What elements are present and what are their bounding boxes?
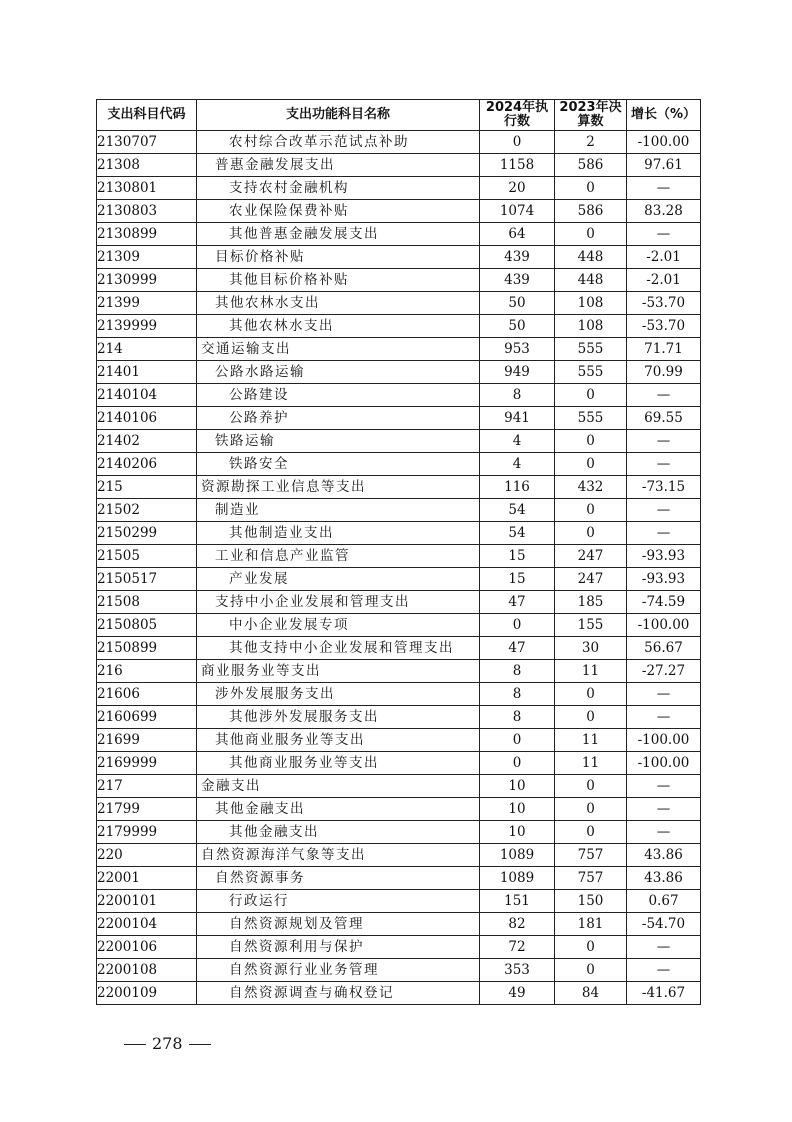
header-exec-2024: 2024年执行数 (480, 100, 555, 131)
cell-exec-2024: 50 (480, 315, 555, 338)
table-row (97, 315, 701, 338)
table-row (97, 591, 701, 614)
cell-final-2023: 448 (555, 246, 627, 269)
cell-exec-2024: 15 (480, 545, 555, 568)
cell-exec-2024: 353 (480, 959, 555, 982)
cell-code: 21308 (97, 154, 197, 177)
cell-exec-2024: 10 (480, 798, 555, 821)
cell-code: 2169999 (97, 752, 197, 775)
cell-name: 金融支出 (197, 775, 480, 798)
table-row (97, 706, 701, 729)
cell-growth: -100.00 (627, 752, 701, 775)
cell-final-2023: 11 (555, 729, 627, 752)
cell-final-2023: 247 (555, 545, 627, 568)
cell-final-2023: 0 (555, 522, 627, 545)
cell-code: 220 (97, 844, 197, 867)
cell-exec-2024: 20 (480, 177, 555, 200)
table-row (97, 177, 701, 200)
cell-growth: 71.71 (627, 338, 701, 361)
cell-code: 215 (97, 476, 197, 499)
cell-final-2023: 432 (555, 476, 627, 499)
cell-name: 其他商业服务业等支出 (197, 729, 480, 752)
cell-final-2023: 0 (555, 223, 627, 246)
cell-code: 21508 (97, 591, 197, 614)
table-row (97, 959, 701, 982)
cell-final-2023: 11 (555, 660, 627, 683)
cell-code: 2139999 (97, 315, 197, 338)
table-row (97, 775, 701, 798)
page-number: 278 (152, 1034, 183, 1053)
cell-code: 21399 (97, 292, 197, 315)
cell-code: 2200104 (97, 913, 197, 936)
cell-final-2023: 11 (555, 752, 627, 775)
cell-exec-2024: 82 (480, 913, 555, 936)
header-final-2023: 2023年决算数 (555, 100, 627, 131)
table-row (97, 292, 701, 315)
cell-exec-2024: 151 (480, 890, 555, 913)
cell-name: 自然资源事务 (197, 867, 480, 890)
cell-code: 2150899 (97, 637, 197, 660)
cell-exec-2024: 439 (480, 246, 555, 269)
cell-growth: — (627, 453, 701, 476)
table-row (97, 476, 701, 499)
cell-growth: 56.67 (627, 637, 701, 660)
cell-code: 2130707 (97, 131, 197, 154)
cell-final-2023: 84 (555, 982, 627, 1005)
cell-growth: — (627, 499, 701, 522)
cell-name: 自然资源调查与确权登记 (197, 982, 480, 1005)
cell-code: 21699 (97, 729, 197, 752)
table-header-row (97, 100, 701, 131)
cell-code: 2179999 (97, 821, 197, 844)
cell-final-2023: 555 (555, 407, 627, 430)
cell-final-2023: 0 (555, 177, 627, 200)
cell-final-2023: 586 (555, 154, 627, 177)
cell-final-2023: 0 (555, 775, 627, 798)
cell-name: 其他农林水支出 (197, 292, 480, 315)
table-row (97, 890, 701, 913)
cell-growth: -93.93 (627, 545, 701, 568)
cell-exec-2024: 50 (480, 292, 555, 315)
table-row (97, 821, 701, 844)
cell-final-2023: 555 (555, 338, 627, 361)
cell-final-2023: 108 (555, 292, 627, 315)
cell-final-2023: 150 (555, 890, 627, 913)
table-row (97, 338, 701, 361)
cell-code: 21606 (97, 683, 197, 706)
cell-growth: -93.93 (627, 568, 701, 591)
cell-code: 22001 (97, 867, 197, 890)
table-row (97, 499, 701, 522)
cell-exec-2024: 0 (480, 614, 555, 637)
cell-code: 2150299 (97, 522, 197, 545)
cell-growth: — (627, 821, 701, 844)
cell-final-2023: 0 (555, 499, 627, 522)
cell-code: 21402 (97, 430, 197, 453)
cell-code: 21309 (97, 246, 197, 269)
cell-exec-2024: 4 (480, 453, 555, 476)
cell-exec-2024: 72 (480, 936, 555, 959)
cell-code: 2130999 (97, 269, 197, 292)
table-row (97, 269, 701, 292)
cell-name: 铁路安全 (197, 453, 480, 476)
cell-growth: -73.15 (627, 476, 701, 499)
cell-exec-2024: 10 (480, 775, 555, 798)
table-row (97, 223, 701, 246)
cell-name: 其他支持中小企业发展和管理支出 (197, 637, 480, 660)
cell-name: 其他普惠金融发展支出 (197, 223, 480, 246)
cell-final-2023: 108 (555, 315, 627, 338)
table-row (97, 844, 701, 867)
page-footer (118, 1034, 217, 1053)
cell-code: 2200108 (97, 959, 197, 982)
cell-growth: 43.86 (627, 867, 701, 890)
cell-final-2023: 757 (555, 867, 627, 890)
cell-final-2023: 0 (555, 959, 627, 982)
cell-final-2023: 555 (555, 361, 627, 384)
cell-growth: -27.27 (627, 660, 701, 683)
table-row (97, 936, 701, 959)
cell-final-2023: 448 (555, 269, 627, 292)
cell-growth: -2.01 (627, 269, 701, 292)
cell-name: 公路养护 (197, 407, 480, 430)
table-row (97, 568, 701, 591)
cell-name: 其他金融支出 (197, 798, 480, 821)
cell-final-2023: 30 (555, 637, 627, 660)
cell-code: 21401 (97, 361, 197, 384)
table-body (97, 131, 701, 1005)
cell-exec-2024: 1089 (480, 867, 555, 890)
cell-growth: — (627, 522, 701, 545)
cell-exec-2024: 1089 (480, 844, 555, 867)
cell-growth: — (627, 223, 701, 246)
cell-exec-2024: 0 (480, 131, 555, 154)
cell-code: 2130899 (97, 223, 197, 246)
cell-code: 216 (97, 660, 197, 683)
cell-exec-2024: 949 (480, 361, 555, 384)
cell-growth: — (627, 384, 701, 407)
cell-name: 自然资源规划及管理 (197, 913, 480, 936)
cell-code: 2140104 (97, 384, 197, 407)
cell-final-2023: 0 (555, 798, 627, 821)
cell-growth: — (627, 936, 701, 959)
cell-exec-2024: 941 (480, 407, 555, 430)
table-row (97, 522, 701, 545)
table-row (97, 407, 701, 430)
cell-growth: — (627, 683, 701, 706)
cell-name: 公路水路运输 (197, 361, 480, 384)
cell-growth: 97.61 (627, 154, 701, 177)
cell-name: 其他商业服务业等支出 (197, 752, 480, 775)
cell-code: 2150805 (97, 614, 197, 637)
table-row (97, 660, 701, 683)
cell-code: 21502 (97, 499, 197, 522)
cell-growth: — (627, 959, 701, 982)
cell-exec-2024: 439 (480, 269, 555, 292)
table-row (97, 200, 701, 223)
cell-code: 2200106 (97, 936, 197, 959)
cell-name: 支持农村金融机构 (197, 177, 480, 200)
cell-name: 自然资源海洋气象等支出 (197, 844, 480, 867)
table-row (97, 361, 701, 384)
cell-exec-2024: 54 (480, 499, 555, 522)
cell-exec-2024: 4 (480, 430, 555, 453)
budget-table (96, 99, 701, 1005)
header-name: 支出功能科目名称 (197, 100, 480, 131)
cell-name: 商业服务业等支出 (197, 660, 480, 683)
header-code: 支出科目代码 (97, 100, 197, 131)
cell-code: 2150517 (97, 568, 197, 591)
cell-final-2023: 0 (555, 936, 627, 959)
table-row (97, 154, 701, 177)
cell-code: 2200101 (97, 890, 197, 913)
cell-name: 产业发展 (197, 568, 480, 591)
table-row (97, 752, 701, 775)
cell-exec-2024: 8 (480, 683, 555, 706)
cell-growth: -41.67 (627, 982, 701, 1005)
table-row (97, 545, 701, 568)
table-row (97, 729, 701, 752)
cell-code: 2140206 (97, 453, 197, 476)
cell-code: 21505 (97, 545, 197, 568)
cell-growth: — (627, 798, 701, 821)
cell-name: 目标价格补贴 (197, 246, 480, 269)
cell-growth: -100.00 (627, 729, 701, 752)
cell-name: 其他目标价格补贴 (197, 269, 480, 292)
footer-dash-right (189, 1044, 211, 1045)
cell-name: 公路建设 (197, 384, 480, 407)
header-growth: 增长（%） (627, 100, 701, 131)
cell-growth: — (627, 706, 701, 729)
cell-final-2023: 0 (555, 453, 627, 476)
cell-final-2023: 0 (555, 430, 627, 453)
cell-exec-2024: 8 (480, 384, 555, 407)
cell-final-2023: 247 (555, 568, 627, 591)
cell-exec-2024: 10 (480, 821, 555, 844)
cell-name: 其他金融支出 (197, 821, 480, 844)
cell-code: 2200109 (97, 982, 197, 1005)
cell-code: 2130803 (97, 200, 197, 223)
cell-exec-2024: 47 (480, 637, 555, 660)
table-row (97, 982, 701, 1005)
cell-exec-2024: 0 (480, 752, 555, 775)
table-row (97, 867, 701, 890)
cell-code: 21799 (97, 798, 197, 821)
cell-name: 制造业 (197, 499, 480, 522)
table-row (97, 430, 701, 453)
cell-final-2023: 155 (555, 614, 627, 637)
cell-growth: -54.70 (627, 913, 701, 936)
footer-dash-left (124, 1044, 146, 1045)
cell-name: 涉外发展服务支出 (197, 683, 480, 706)
cell-final-2023: 2 (555, 131, 627, 154)
cell-exec-2024: 116 (480, 476, 555, 499)
cell-name: 普惠金融发展支出 (197, 154, 480, 177)
cell-name: 自然资源利用与保护 (197, 936, 480, 959)
cell-growth: 70.99 (627, 361, 701, 384)
cell-name: 交通运输支出 (197, 338, 480, 361)
cell-name: 自然资源行业业务管理 (197, 959, 480, 982)
cell-exec-2024: 54 (480, 522, 555, 545)
cell-name: 农村综合改革示范试点补助 (197, 131, 480, 154)
cell-growth: -53.70 (627, 292, 701, 315)
cell-growth: 0.67 (627, 890, 701, 913)
cell-name: 资源勘探工业信息等支出 (197, 476, 480, 499)
cell-final-2023: 0 (555, 384, 627, 407)
cell-final-2023: 586 (555, 200, 627, 223)
cell-code: 2160699 (97, 706, 197, 729)
cell-growth: -74.59 (627, 591, 701, 614)
cell-exec-2024: 0 (480, 729, 555, 752)
cell-name: 其他农林水支出 (197, 315, 480, 338)
cell-growth: 69.55 (627, 407, 701, 430)
cell-exec-2024: 64 (480, 223, 555, 246)
cell-name: 铁路运输 (197, 430, 480, 453)
cell-growth: — (627, 177, 701, 200)
cell-growth: — (627, 775, 701, 798)
cell-exec-2024: 1158 (480, 154, 555, 177)
cell-name: 工业和信息产业监管 (197, 545, 480, 568)
cell-growth: -2.01 (627, 246, 701, 269)
cell-code: 2140106 (97, 407, 197, 430)
cell-code: 2130801 (97, 177, 197, 200)
cell-exec-2024: 49 (480, 982, 555, 1005)
cell-exec-2024: 15 (480, 568, 555, 591)
cell-exec-2024: 8 (480, 706, 555, 729)
cell-exec-2024: 8 (480, 660, 555, 683)
table-row (97, 637, 701, 660)
cell-name: 其他制造业支出 (197, 522, 480, 545)
cell-growth: 43.86 (627, 844, 701, 867)
table-row (97, 798, 701, 821)
cell-final-2023: 185 (555, 591, 627, 614)
cell-code: 214 (97, 338, 197, 361)
table-row (97, 913, 701, 936)
cell-exec-2024: 47 (480, 591, 555, 614)
cell-final-2023: 0 (555, 706, 627, 729)
cell-final-2023: 0 (555, 683, 627, 706)
table-row (97, 614, 701, 637)
table-row (97, 683, 701, 706)
cell-exec-2024: 953 (480, 338, 555, 361)
cell-growth: -100.00 (627, 131, 701, 154)
cell-name: 其他涉外发展服务支出 (197, 706, 480, 729)
cell-final-2023: 181 (555, 913, 627, 936)
cell-name: 中小企业发展专项 (197, 614, 480, 637)
cell-code: 217 (97, 775, 197, 798)
cell-growth: — (627, 430, 701, 453)
table-row (97, 384, 701, 407)
cell-final-2023: 757 (555, 844, 627, 867)
cell-growth: -100.00 (627, 614, 701, 637)
cell-exec-2024: 1074 (480, 200, 555, 223)
cell-name: 支持中小企业发展和管理支出 (197, 591, 480, 614)
table-row (97, 131, 701, 154)
cell-growth: 83.28 (627, 200, 701, 223)
table-row (97, 246, 701, 269)
table-row (97, 453, 701, 476)
cell-name: 行政运行 (197, 890, 480, 913)
cell-name: 农业保险保费补贴 (197, 200, 480, 223)
cell-growth: -53.70 (627, 315, 701, 338)
cell-final-2023: 0 (555, 821, 627, 844)
